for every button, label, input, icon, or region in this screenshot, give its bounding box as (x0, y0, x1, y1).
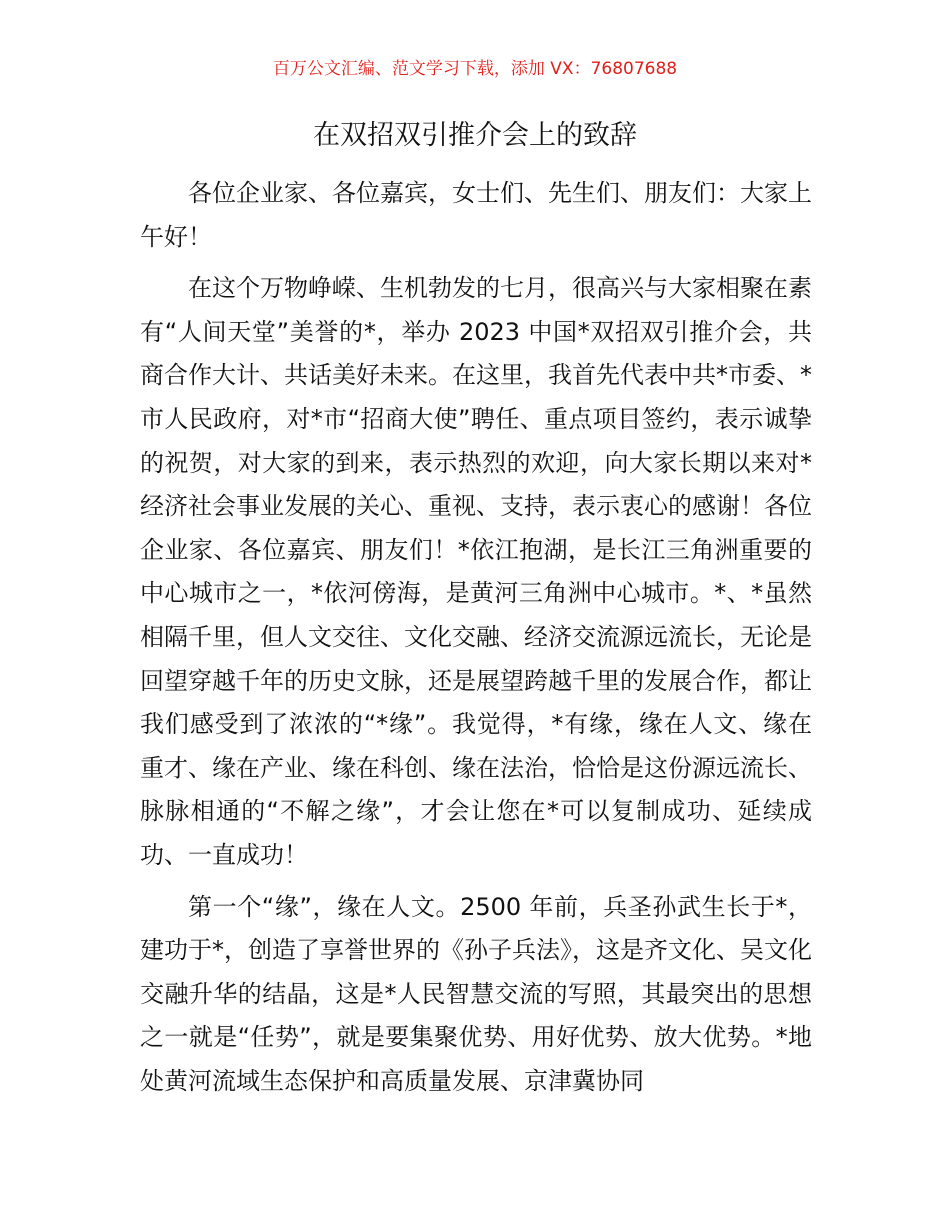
document-body (140, 172, 812, 1103)
header-watermark-note: 百万公文汇编、范文学习下载，添加 VX：76807688 (272, 59, 678, 79)
paragraph-greeting: 各位企业家、各位嘉宾，女士们、先生们、朋友们：大家上午好！ (140, 179, 812, 251)
paragraph-first-bond: 第一个“缘”，缘在人文。2500 年前，兵圣孙武生长于*，建功于*，创造了享誉世界的《孙子兵法》，这是齐文化、吴文化交融升华的结晶，这是*人民智慧交流的写照，其最突出的思想之一就是“任势”，就是要集聚优势、用好优势、放大优势。*地处黄河流域生态保护和高质量发展、京津冀协同 (140, 892, 812, 1095)
paragraph-welcome: 在这个万物峥嵘、生机勃发的七月，很高兴与大家相聚在素有“人间天堂”美誉的*，举办 2023 中国*双招双引推介会，共商合作大计、共话美好未来。在这里，我首先代表中共*市委、*市人民政府，对*市“招商大使”聘任、重点项目签约，表示诚挚的祝贺，对大家的到来，表示热烈的欢迎，向大家长期以来对*经济社会事业发展的关心、重视、支持，表示衷心的感谢！各位企业家、各位嘉宾、朋友们！*依江抱湖，是长江三角洲重要的中心城市之一，*依河傍海，是黄河三角洲中心城市。*、*虽然相隔千里，但人文交往、文化交融、经济交流源远流长，无论是回望穿越千年的历史文脉，还是展望跨越千里的发展合作，都让我们感受到了浓浓的“*缘”。我觉得，*有缘，缘在人文、缘在重才、缘在产业、缘在科创、缘在法治，恰恰是这份源远流长、脉脉相通的“不解之缘”，才会让您在*可以复制成功、延续成功、一直成功！ (140, 274, 812, 869)
document-title: 在双招双引推介会上的致辞 (313, 120, 637, 151)
